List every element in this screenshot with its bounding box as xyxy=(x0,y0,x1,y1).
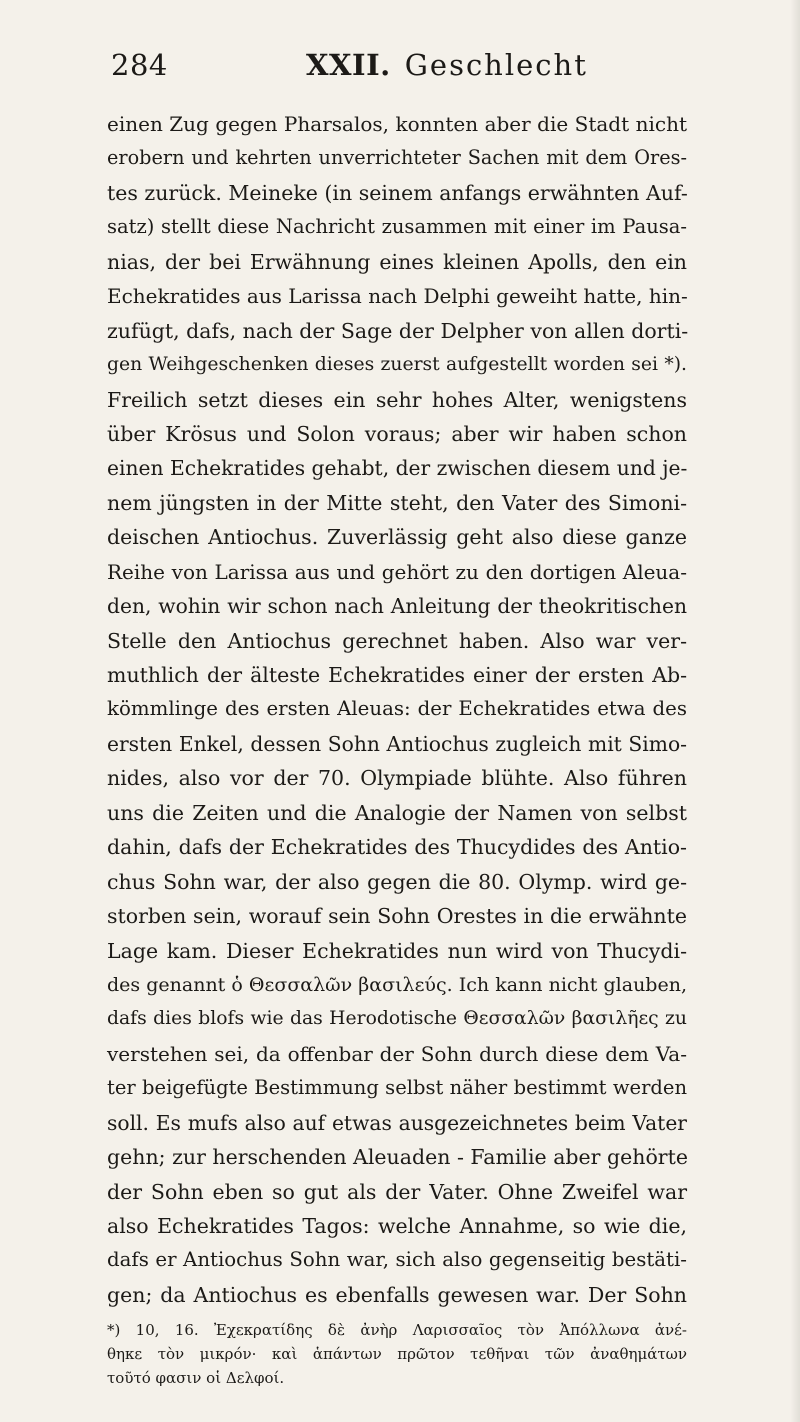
text-line: chus Sohn war, der also gegen die 80. Olymp. wird ge- xyxy=(107,869,687,894)
text-line: soll. Es mufs also auf etwas ausgezeichnetes beim Vater xyxy=(107,1110,687,1135)
text-line: tes zurück. Meineke (in seinem anfangs erwähnten Auf- xyxy=(107,180,688,205)
running-title xyxy=(306,48,588,82)
text-line: gehn; zur herschenden Aleuaden - Familie aber gehörte xyxy=(107,1145,688,1170)
text-line: den, wohin wir schon nach Anleitung der theokritischen xyxy=(107,594,687,619)
text-line: erobern und kehrten unverrichteter Sachen mit dem Ores- xyxy=(107,146,687,170)
footnote-line: *) 10, 16. Ἐχεκρατίδης δὲ ἀνὴρ Λαρισσαῖος τὸν Ἀπόλλωνα ἀνέ- xyxy=(107,1321,687,1339)
chapter-number: XXII. xyxy=(306,48,391,82)
text-line: einen Zug gegen Pharsalos, konnten aber die Stadt nicht xyxy=(107,112,687,136)
text-line: Freilich setzt dieses ein sehr hohes Alter, wenigstens xyxy=(107,387,687,412)
text-line: Stelle den Antiochus gerechnet haben. Also war ver- xyxy=(107,628,687,653)
text-line: dafs er Antiochus Sohn war, sich also gegenseitig bestäti- xyxy=(107,1248,687,1272)
text-line: gen; da Antiochus es ebenfalls gewesen war. Der Sohn xyxy=(107,1282,687,1307)
text-line: Lage kam. Dieser Echekratides nun wird von Thucydi- xyxy=(107,938,687,963)
text-line: verstehen sei, da offenbar der Sohn durch diese dem Va- xyxy=(107,1041,687,1066)
text-line: ter beigefügte Bestimmung selbst näher bestimmt werden xyxy=(107,1076,687,1100)
footnote xyxy=(107,1318,687,1390)
text-line: ersten Enkel, dessen Sohn Antiochus zugleich mit Simo- xyxy=(107,731,687,756)
text-line: kömmlinge des ersten Aleuas: der Echekratides etwa des xyxy=(107,697,687,721)
text-line: über Krösus und Solon voraus; aber wir haben schon xyxy=(107,421,687,446)
text-line: gen Weihgeschenken dieses zuerst aufgestellt worden sei *). xyxy=(107,354,687,376)
text-line: der Sohn eben so gut als der Vater. Ohne Zweifel war xyxy=(107,1179,687,1204)
text-line: dafs dies blofs wie das Herodotische Θεσσαλῶν βασιλῆες zu xyxy=(107,1008,687,1030)
text-line: zufügt, dafs, nach der Sage der Delpher von allen dorti- xyxy=(107,318,689,343)
text-line: des genannt ὁ Θεσσαλῶν βασιλεύς. Ich kann nicht glauben, xyxy=(107,973,687,996)
page-edge-shadow xyxy=(790,0,800,1422)
text-line: Echekratides aus Larissa nach Delphi geweiht hatte, hin- xyxy=(107,284,688,309)
text-line: Reihe von Larissa aus und gehört zu den dortigen Aleua- xyxy=(107,559,687,584)
chapter-title: Geschlecht xyxy=(404,48,588,82)
page-number: 284 xyxy=(111,48,168,82)
text-line: einen Echekratides gehabt, der zwischen diesem und je- xyxy=(107,456,688,481)
text-line: muthlich der älteste Echekratides einer der ersten Ab- xyxy=(107,663,687,687)
running-header xyxy=(111,48,687,88)
text-line: nides, also vor der 70. Olympiade blühte. Also führen xyxy=(107,766,687,791)
text-line: satz) stellt diese Nachricht zusammen mit einer im Pausa- xyxy=(107,215,687,239)
text-line: nem jüngsten in der Mitte steht, den Vater des Simoni- xyxy=(107,490,687,515)
text-line: nias, der bei Erwähnung eines kleinen Apolls, den ein xyxy=(107,249,687,274)
text-line: uns die Zeiten und die Analogie der Namen von selbst xyxy=(107,800,687,825)
body-text xyxy=(107,107,687,1312)
footnote-line: θηκε τὸν μικρόν· καὶ ἁπάντων πρῶτον τεθῆναι τῶν ἀναθημάτων xyxy=(107,1345,687,1363)
text-line: storben sein, worauf sein Sohn Orestes in die erwähnte xyxy=(107,904,687,929)
text-line: also Echekratides Tagos: welche Annahme, so wie die, xyxy=(107,1214,687,1238)
footnote-line: τοῦτό φασιν οἱ Δελφοί. xyxy=(107,1369,285,1387)
text-line: dahin, dafs der Echekratides des Thucydides des Antio- xyxy=(107,835,687,860)
text-line: deischen Antiochus. Zuverlässig geht also diese ganze xyxy=(107,525,687,550)
